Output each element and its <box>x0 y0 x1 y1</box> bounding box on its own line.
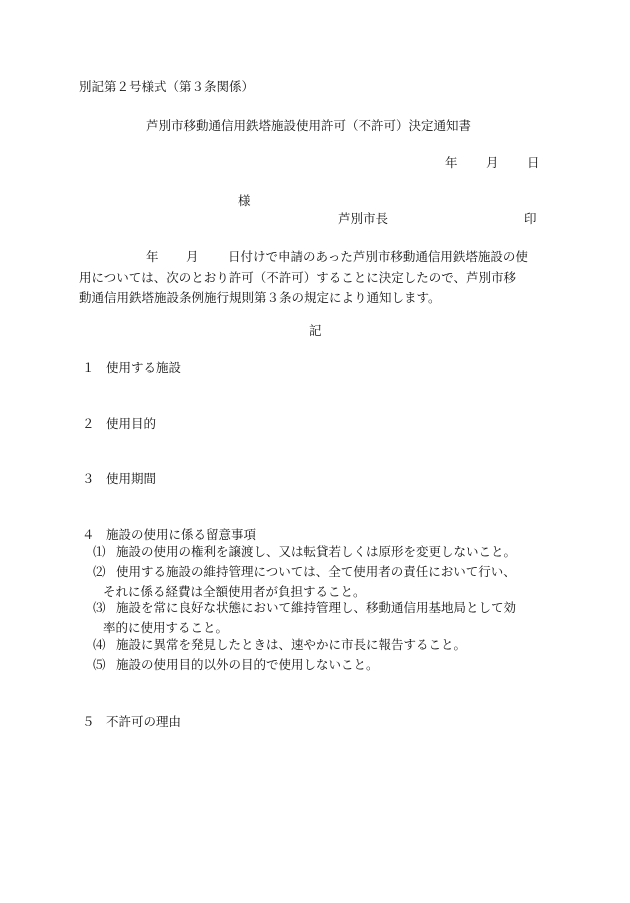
section-label: 使用目的 <box>106 416 157 431</box>
note-number: ⑸ <box>93 657 106 672</box>
note-text: 施設の使用目的以外の目的で使用しないこと。 <box>116 657 379 672</box>
section-label: 施設の使用に係る留意事項 <box>106 527 257 542</box>
issuer-seal-mark: 印 <box>524 211 537 226</box>
section-notes <box>82 529 482 543</box>
date-year-label: 年 <box>445 155 458 170</box>
paragraph-year-label: 年 <box>146 249 159 264</box>
note-number: ⑵ <box>93 564 106 579</box>
section-facility <box>82 362 482 376</box>
date-month-label: 月 <box>486 155 499 170</box>
paragraph-line-1-text: 日付けで申請のあった芦別市移動通信用鉄塔施設の使 <box>228 249 528 264</box>
note-text-continuation: それに係る経費は全額使用者が負担すること。 <box>103 584 366 599</box>
section-number: １ <box>82 360 95 375</box>
body-paragraph-line-2: 用については、次のとおり許可（不許可）することに決定したので、芦別市移 <box>79 270 517 285</box>
section-purpose <box>82 418 482 432</box>
paragraph-month-label: 月 <box>186 249 199 264</box>
body-paragraph-line-3: 動通信用鉄塔施設条例施行規則第３条の規定により通知します。 <box>79 290 441 305</box>
section-rejection-reason <box>82 716 482 730</box>
note-text: 施設に異常を発見したときは、速やかに市長に報告すること。 <box>116 637 467 652</box>
document-title: 芦別市移動通信用鉄塔施設使用許可（不許可）決定通知書 <box>146 118 472 133</box>
note-text-continuation: 率的に使用すること。 <box>103 620 229 635</box>
ki-heading: 記 <box>309 323 322 338</box>
section-number: ２ <box>82 416 95 431</box>
section-label: 使用する施設 <box>106 360 182 375</box>
section-number: ４ <box>82 527 95 542</box>
note-number: ⑷ <box>93 637 106 652</box>
section-number: ３ <box>82 471 95 486</box>
section-label: 使用期間 <box>106 471 157 486</box>
note-number: ⑶ <box>93 600 106 615</box>
section-number: ５ <box>82 714 95 729</box>
note-text: 使用する施設の維持管理については、全て使用者の責任において行い、 <box>116 564 516 579</box>
form-reference: 別記第２号様式（第３条関係） <box>79 79 255 94</box>
note-number: ⑴ <box>93 544 106 559</box>
note-text: 施設の使用の権利を譲渡し、又は転貸若しくは原形を変更しないこと。 <box>116 544 517 559</box>
addressee-honorific: 様 <box>238 193 251 208</box>
note-text: 施設を常に良好な状態において維持管理し、移動通信用基地局として効 <box>116 600 517 615</box>
section-period <box>82 473 482 487</box>
date-day-label: 日 <box>527 155 540 170</box>
issuer-name: 芦別市長 <box>338 211 389 226</box>
section-label: 不許可の理由 <box>106 714 182 729</box>
